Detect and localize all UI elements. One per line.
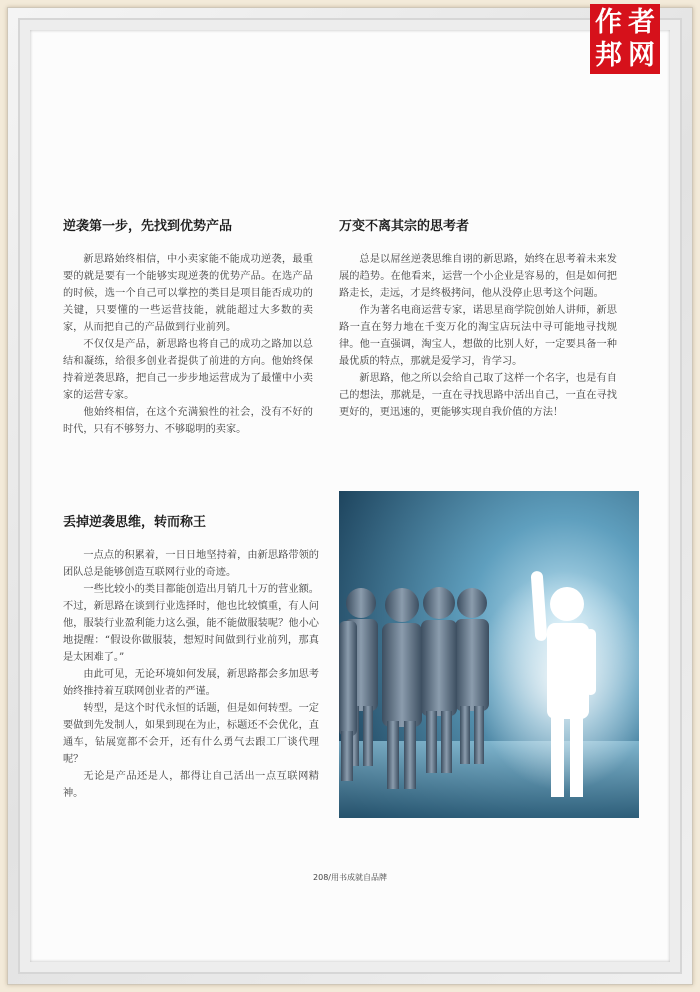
paragraph: 由此可见，无论环境如何发展，新思路都会多加思考始终推持着互联网创业者的严谨。 bbox=[63, 669, 319, 697]
section-body bbox=[63, 251, 313, 438]
paragraph: 一点点的积累着，一日日地坚持着，由新思路带领的团队总是能够创造互联网行业的奇迹。 bbox=[63, 550, 319, 578]
section-1 bbox=[63, 215, 313, 438]
section-2 bbox=[339, 215, 617, 421]
section-body bbox=[339, 251, 617, 421]
paragraph: 新思路始终相信，中小卖家能不能成功逆袭，最重要的就是要有一个能够实现逆袭的优势产品。在选产品的时候，选一个自己可以掌控的类目是项目能否成功的关键，只要懂的一些运营技能，就能超过大多数的卖家，从而把自己的产品做到行业前列。 bbox=[63, 254, 313, 333]
logo-char: 网 bbox=[628, 40, 655, 71]
paragraph: 新思路，他之所以会给自己取了这样一个名字，也是有自己的想法，那就是，一直在寻找思路中活出自己，一直在寻找更好的，更迅速的，更能够实现自我价值的方法！ bbox=[339, 373, 617, 418]
site-logo bbox=[590, 4, 660, 74]
paragraph: 转型，是这个时代永恒的话题，但是如何转型。一定要做到先发制人，如果到现在为止，标题还不会优化，直通车，钻展宽都不会开，还有什么勇气去跟工厂谈代理呢？ bbox=[63, 703, 319, 765]
paragraph: 不仅仅是产品，新思路也将自己的成功之路加以总结和凝练，给很多创业者提供了前进的方向。他始终保持着逆袭思路，把自己一步步地运营成为了最懂中小卖家的运营专家。 bbox=[63, 339, 313, 401]
paragraph: 作为著名电商运营专家，诺思星商学院创始人讲师，新思路一直在努力地在千变万化的淘宝店玩法中寻可能地寻找规律。他一直强调，淘宝人，想做的比别人好，一定要具备一种最优质的特点，那就是爱学习，肯学习。 bbox=[339, 305, 617, 367]
section-title: 万变不离其宗的思考者 bbox=[339, 219, 470, 234]
section-body bbox=[63, 547, 319, 802]
paragraph: 总是以屌丝逆袭思维自诩的新思路，始终在思考着未来发展的趋势。在他看来，运营一个小企业是容易的，但是如何把路走长，走远，才是终极拷问，他从没停止思考这个问题。 bbox=[339, 254, 617, 299]
logo-char: 作 bbox=[595, 7, 622, 38]
paragraph: 一些比较小的类目都能创造出月销几十万的营业额。不过，新思路在谈到行业选择时，他也比较慎重，有人问他，服装行业盈利能力这么强，能不能做服装呢？他小心地提醒：“假设你做服装，想短时间做到行业前列，那真是太困难了。” bbox=[63, 584, 319, 663]
leader-illustration bbox=[339, 491, 639, 818]
section-title: 丢掉逆袭思维，转而称王 bbox=[63, 515, 207, 530]
page-footer: 208/用书成就自品牌 bbox=[313, 873, 387, 882]
logo-char: 邦 bbox=[595, 40, 622, 71]
paragraph: 无论是产品还是人，都得让自己活出一点互联网精神。 bbox=[63, 771, 319, 799]
logo-char: 者 bbox=[628, 7, 655, 38]
section-3 bbox=[63, 511, 319, 802]
paragraph: 他始终相信，在这个充满狼性的社会，没有不好的时代，只有不够努力、不够聪明的卖家。 bbox=[63, 407, 313, 435]
section-title: 逆袭第一步，先找到优势产品 bbox=[63, 219, 233, 234]
